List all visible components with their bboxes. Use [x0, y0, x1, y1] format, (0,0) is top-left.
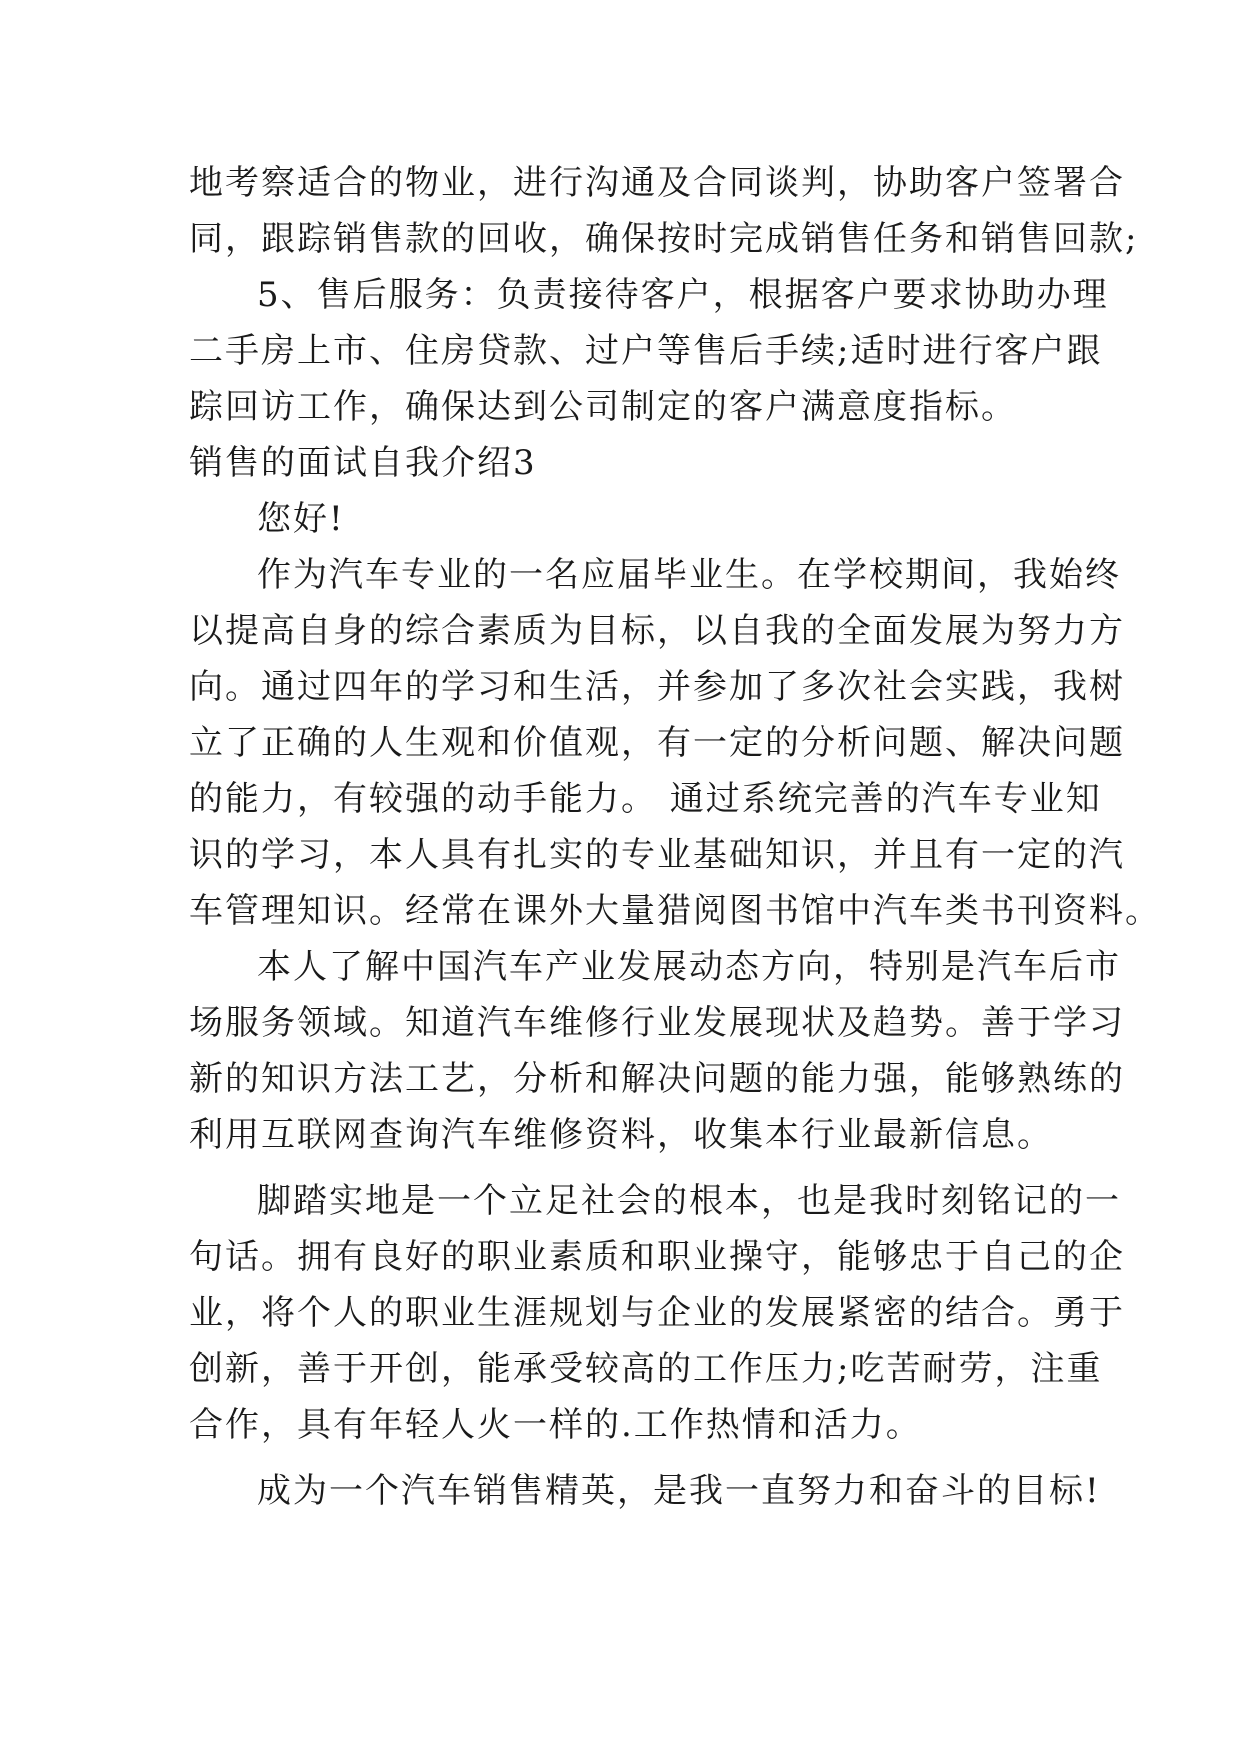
paragraph-line: 成为一个汽车销售精英，是我一直努力和奋斗的目标!	[257, 1471, 1101, 1511]
paragraph-line: 车管理知识。经常在课外大量猎阅图书馆中汽车类书刊资料。	[189, 891, 1161, 931]
paragraph-line: 利用互联网查询汽车维修资料，收集本行业最新信息。	[189, 1115, 1053, 1155]
paragraph-line: 5、售后服务：负责接待客户，根据客户要求协助办理	[257, 275, 1109, 315]
paragraph-line: 以提高自身的综合素质为目标，以自我的全面发展为努力方	[189, 611, 1125, 651]
paragraph-line: 场服务领域。知道汽车维修行业发展现状及趋势。善于学习	[189, 1003, 1125, 1043]
paragraph-line: 合作，具有年轻人火一样的.工作热情和活力。	[189, 1405, 922, 1445]
paragraph-line: 业，将个人的职业生涯规划与企业的发展紧密的结合。勇于	[189, 1293, 1125, 1333]
paragraph-line: 踪回访工作，确保达到公司制定的客户满意度指标。	[189, 387, 1017, 427]
paragraph-line: 作为汽车专业的一名应届毕业生。在学校期间，我始终	[257, 555, 1121, 595]
paragraph-line: 向。通过四年的学习和生活，并参加了多次社会实践，我树	[189, 667, 1125, 707]
paragraph-line: 立了正确的人生观和价值观，有一定的分析问题、解决问题	[189, 723, 1125, 763]
paragraph-line: 同，跟踪销售款的回收，确保按时完成销售任务和销售回款;	[189, 219, 1139, 259]
paragraph-gap	[189, 1453, 1055, 1463]
greeting: 您好!	[257, 499, 345, 539]
paragraph-gap	[189, 1163, 1055, 1173]
paragraph-line: 地考察适合的物业，进行沟通及合同谈判，协助客户签署合	[189, 163, 1125, 203]
paragraph-line: 新的知识方法工艺，分析和解决问题的能力强，能够熟练的	[189, 1059, 1125, 1099]
paragraph-line: 识的学习，本人具有扎实的专业基础知识，并且有一定的汽	[189, 835, 1125, 875]
paragraph-line: 句话。拥有良好的职业素质和职业操守，能够忠于自己的企	[189, 1237, 1125, 1277]
section-heading: 销售的面试自我介绍3	[189, 443, 537, 483]
paragraph-line: 脚踏实地是一个立足社会的根本，也是我时刻铭记的一	[257, 1181, 1121, 1221]
document-body	[189, 155, 1161, 1519]
paragraph-line: 创新，善于开创，能承受较高的工作压力;吃苦耐劳，注重	[189, 1349, 1103, 1389]
paragraph-line: 的能力，有较强的动手能力。 通过系统完善的汽车专业知	[189, 779, 1102, 819]
paragraph-line: 二手房上市、住房贷款、过户等售后手续;适时进行客户跟	[189, 331, 1103, 371]
paragraph-line: 本人了解中国汽车产业发展动态方向，特别是汽车后市	[257, 947, 1121, 987]
